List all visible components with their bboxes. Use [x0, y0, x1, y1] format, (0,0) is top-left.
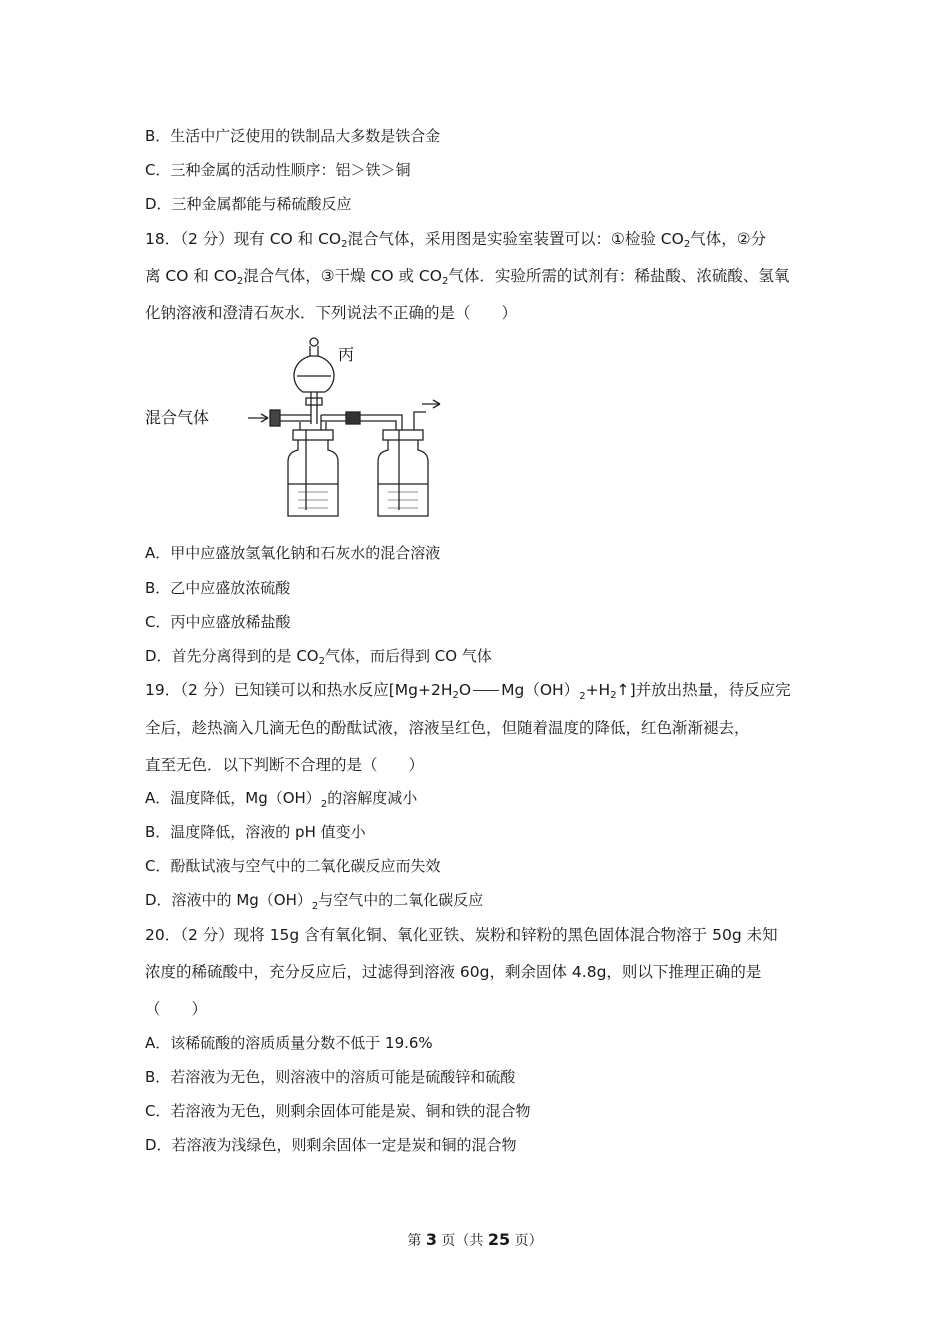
q17-option-d: D．三种金属都能与稀硫酸反应: [145, 195, 352, 213]
reaction-arrow: [473, 690, 499, 691]
q17-option-c: C．三种金属的活动性顺序：铝＞铁＞铜: [145, 161, 411, 179]
outlet-pipe: [414, 412, 426, 430]
label-mixed-gas: 混合气体: [145, 408, 210, 427]
funnel-bulb: [294, 356, 334, 392]
funnel-stem: [311, 392, 317, 424]
q18-option-b: B．乙中应盛放浓硫酸: [145, 579, 291, 597]
q20-stem-line-3: （ ）: [145, 1000, 208, 1018]
apparatus-figure: [140, 334, 460, 528]
q19-option-a: A．温度降低，$Mg(OH)_2$的溶解度减小: [145, 789, 418, 810]
q18-stem-line-2: 离 CO 和 $CO_2$混合气体，③干燥 CO 或 $CO_2$气体．实验所需的试剂有：稀盐酸、浓硫酸、氢氧: [145, 267, 790, 287]
q19-stem-line-1: 19．（2 分）已知镁可以和热水反应[$Mg+2H_2O$ $Mg(OH)_2+H_2↑$]并放出热量，待反应完: [145, 681, 791, 702]
page-total: 25: [487, 1230, 511, 1249]
apparatus-diagram: [140, 334, 460, 524]
q19-option-b: B．温度降低，溶液的 pH 值变小: [145, 823, 366, 841]
q17-option-b: B．生活中广泛使用的铁制品大多数是铁合金: [145, 127, 441, 145]
bottle2-body: [378, 440, 428, 516]
bottle1-mouth: [300, 422, 326, 430]
q20-stem-line-2: 浓度的稀硫酸中，充分反应后，过滤得到溶液 60g，剩余固体 4.8g，则以下推理正确的是: [145, 963, 762, 981]
connecting-pipe-down: [378, 415, 402, 430]
q20-stem-line-1: 20．（2 分）现将 15g 含有氧化铜、氧化亚铁、炭粉和锌粉的黑色固体混合物溶于 50g 未知: [145, 926, 778, 944]
q19-option-d: D．溶液中的 $Mg(OH)_2$与空气中的二氧化碳反应: [145, 891, 484, 912]
funnel-stopcock: [306, 398, 322, 405]
q20-option-d: D．若溶液为浅绿色，则剩余固体一定是炭和铜的混合物: [145, 1136, 517, 1154]
q18-option-a: A．甲中应盛放氢氧化钠和石灰水的混合溶液: [145, 544, 441, 562]
page-number: 3: [425, 1230, 437, 1249]
bottle1-liquid-hatch: [298, 492, 328, 508]
q20-option-b: B．若溶液为无色，则溶液中的溶质可能是硫酸锌和硫酸: [145, 1068, 516, 1086]
q19-option-c: C．酚酞试液与空气中的二氧化碳反应而失效: [145, 857, 441, 875]
page-footer: 第 3 页（共 25 页）: [407, 1230, 543, 1249]
funnel-neck: [310, 346, 318, 356]
connecting-clamp: [346, 412, 360, 424]
q18-option-d: D．首先分离得到的是 $CO_2$气体，而后得到 CO 气体: [145, 647, 492, 667]
q20-option-a: A．该稀硫酸的溶质质量分数不低于 19.6%: [145, 1034, 433, 1052]
q19-stem-line-3: 直至无色．以下判断不合理的是（ ）: [145, 756, 425, 774]
funnel-stopper: [310, 338, 318, 346]
inlet-valve: [270, 410, 280, 426]
bottle1-stopper: [293, 430, 333, 440]
bottle1-body: [288, 440, 338, 516]
q20-option-c: C．若溶液为无色，则剩余固体可能是炭、铜和铁的混合物: [145, 1102, 531, 1120]
q18-option-c: C．丙中应盛放稀盐酸: [145, 613, 291, 631]
bottle2-stopper: [383, 430, 423, 440]
q19-stem-line-2: 全后，趁热滴入几滴无色的酚酞试液，溶液呈红色，但随着温度的降低，红色渐渐褪去，: [145, 719, 750, 737]
bottle2-liquid-hatch: [388, 492, 418, 508]
label-bing: 丙: [338, 345, 355, 364]
q18-stem-line-3: 化钠溶液和澄清石灰水．下列说法不正确的是（ ）: [145, 304, 518, 322]
q18-stem-line-1: 18．（2 分）现有 CO 和 $CO_2$混合气体，采用图是实验室装置可以：①检验 $CO_2$气体，②分: [145, 230, 767, 250]
